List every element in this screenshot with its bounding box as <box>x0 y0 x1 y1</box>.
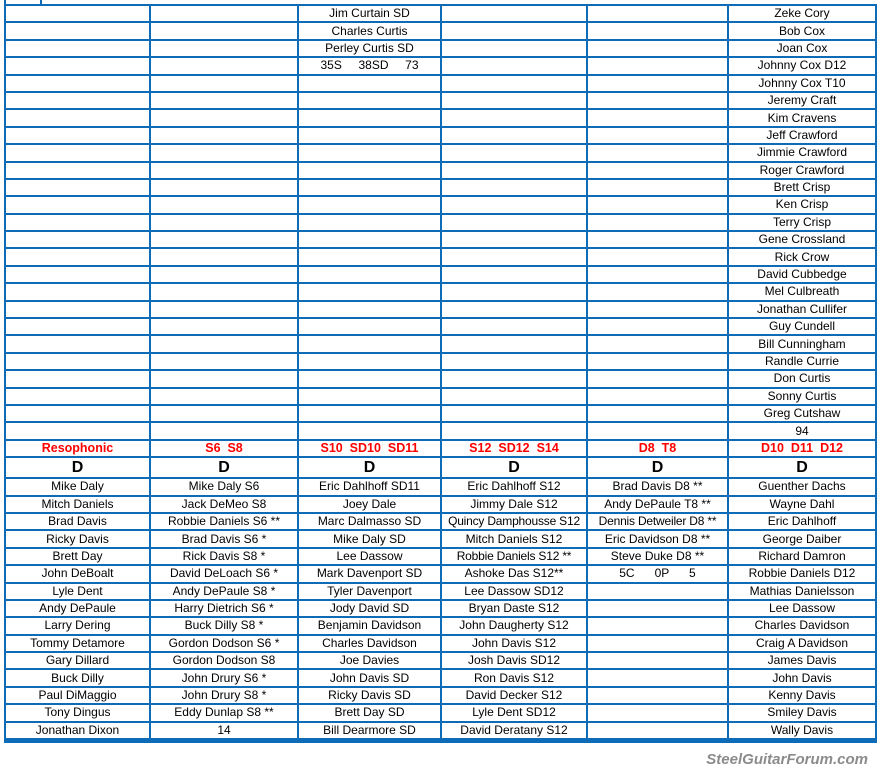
table-cell <box>441 283 587 300</box>
table-cell <box>441 162 587 179</box>
table-cell <box>441 231 587 248</box>
table-cell: Ken Crisp <box>728 196 876 213</box>
table-cell <box>150 162 298 179</box>
table-row <box>5 179 876 196</box>
table-cell <box>150 40 298 57</box>
table-cell <box>150 248 298 265</box>
table-cell: David Deratany S12 <box>441 722 587 741</box>
table-row <box>5 75 876 92</box>
table-cell: Rick Crow <box>728 248 876 265</box>
table-cell <box>587 635 728 652</box>
table-cell <box>441 144 587 161</box>
table-row <box>5 109 876 126</box>
table-cell <box>5 370 150 387</box>
table-cell: Andy DePaule <box>5 600 150 617</box>
table-cell <box>587 144 728 161</box>
table-cell <box>150 5 298 22</box>
table-cell: Benjamin Davidson <box>298 617 441 634</box>
table-cell <box>441 196 587 213</box>
table-cell <box>587 405 728 422</box>
table-cell <box>441 266 587 283</box>
table-cell <box>587 127 728 144</box>
table-cell: D <box>587 457 728 478</box>
table-row <box>5 214 876 231</box>
table-cell: Mathias Danielsson <box>728 583 876 600</box>
table-cell: Don Curtis <box>728 370 876 387</box>
table-cell: Ricky Davis SD <box>298 687 441 704</box>
table-cell <box>587 704 728 721</box>
table-cell <box>441 92 587 109</box>
table-cell <box>5 92 150 109</box>
table-row <box>5 548 876 565</box>
table-cell <box>5 353 150 370</box>
table-cell: Marc Dalmasso SD <box>298 513 441 530</box>
table-cell <box>298 318 441 335</box>
table-cell: D <box>5 457 150 478</box>
table-cell: Charles Davidson <box>728 617 876 634</box>
table-cell <box>150 144 298 161</box>
table-cell: Smiley Davis <box>728 704 876 721</box>
table-cell: Ashoke Das S12** <box>441 565 587 582</box>
table-cell: Guenther Dachs <box>728 478 876 495</box>
table-cell: Eric Dahlhoff <box>728 513 876 530</box>
table-cell <box>150 22 298 39</box>
table-row <box>5 301 876 318</box>
table-cell <box>587 722 728 741</box>
table-cell: D8 T8 <box>587 440 728 457</box>
table-cell <box>5 75 150 92</box>
table-cell <box>441 335 587 352</box>
table-cell <box>587 196 728 213</box>
table-cell: Tyler Davenport <box>298 583 441 600</box>
table-cell: Harry Dietrich S6 * <box>150 600 298 617</box>
table-cell <box>5 405 150 422</box>
table-cell: Wayne Dahl <box>728 496 876 513</box>
table-cell <box>150 318 298 335</box>
table-cell <box>587 266 728 283</box>
table-cell <box>150 301 298 318</box>
table-cell <box>5 40 150 57</box>
table-cell <box>587 5 728 22</box>
table-cell <box>298 301 441 318</box>
table-cell: John Drury S8 * <box>150 687 298 704</box>
table-cell <box>587 214 728 231</box>
table-cell <box>441 353 587 370</box>
table-cell <box>298 231 441 248</box>
table-cell: Robbie Daniels D12 <box>728 565 876 582</box>
table-row <box>5 353 876 370</box>
table-cell <box>5 301 150 318</box>
table-cell: D10 D11 D12 <box>728 440 876 457</box>
table-cell <box>441 318 587 335</box>
table-cell <box>587 687 728 704</box>
table-cell <box>150 422 298 439</box>
table-cell: Robbie Daniels S12 ** <box>441 548 587 565</box>
table-row <box>5 405 876 422</box>
table-cell: Roger Crawford <box>728 162 876 179</box>
table-cell: Tommy Detamore <box>5 635 150 652</box>
table-cell <box>5 109 150 126</box>
table-cell: Mark Davenport SD <box>298 565 441 582</box>
table-cell: Josh Davis SD12 <box>441 652 587 669</box>
table-cell <box>5 335 150 352</box>
table-cell <box>298 335 441 352</box>
table-cell: John Davis <box>728 669 876 686</box>
table-cell <box>441 405 587 422</box>
table-cell: Brett Crisp <box>728 179 876 196</box>
steelguitarforum-watermark: SteelGuitarForum.com <box>706 751 868 768</box>
table-cell <box>587 652 728 669</box>
table-cell <box>5 127 150 144</box>
table-cell: Joe Davies <box>298 652 441 669</box>
table-row <box>5 127 876 144</box>
table-cell <box>150 196 298 213</box>
table-cell <box>587 669 728 686</box>
table-cell <box>441 388 587 405</box>
table-row <box>5 162 876 179</box>
table-cell <box>441 75 587 92</box>
table-cell: Rick Davis S8 * <box>150 548 298 565</box>
table-cell <box>150 179 298 196</box>
table-cell <box>587 600 728 617</box>
table-cell: Dennis Detweiler D8 ** <box>587 513 728 530</box>
table-cell: Gary Dillard <box>5 652 150 669</box>
table-cell: Lyle Dent <box>5 583 150 600</box>
table-cell <box>5 248 150 265</box>
table-cell <box>298 75 441 92</box>
table-cell: 94 <box>728 422 876 439</box>
table-cell <box>298 370 441 387</box>
table-row <box>5 144 876 161</box>
table-cell: Jeff Crawford <box>728 127 876 144</box>
table-cell: Robbie Daniels S6 ** <box>150 513 298 530</box>
table-cell <box>587 583 728 600</box>
table-row <box>5 92 876 109</box>
table-cell: Gene Crossland <box>728 231 876 248</box>
table-cell: Joan Cox <box>728 40 876 57</box>
table-row <box>5 248 876 265</box>
table-cell: Lyle Dent SD12 <box>441 704 587 721</box>
table-cell <box>441 57 587 74</box>
table-cell: Quincy Damphousse S12 <box>441 513 587 530</box>
table-cell: Brett Day SD <box>298 704 441 721</box>
table-cell: John Davis SD <box>298 669 441 686</box>
table-cell: Charles Curtis <box>298 22 441 39</box>
table-cell: Gordon Dodson S8 <box>150 652 298 669</box>
table-cell <box>150 335 298 352</box>
table-cell: Eric Davidson D8 ** <box>587 530 728 547</box>
table-cell <box>298 196 441 213</box>
table-cell: Guy Cundell <box>728 318 876 335</box>
table-cell <box>587 318 728 335</box>
table-cell <box>5 22 150 39</box>
table-row <box>5 722 876 741</box>
table-cell <box>5 283 150 300</box>
table-row <box>5 513 876 530</box>
player-table <box>4 4 877 743</box>
table-row <box>5 652 876 669</box>
table-cell <box>5 214 150 231</box>
table-cell: Joey Dale <box>298 496 441 513</box>
table-cell: Johnny Cox D12 <box>728 57 876 74</box>
table-cell <box>587 422 728 439</box>
table-cell <box>587 248 728 265</box>
table-cell <box>587 301 728 318</box>
table-cell: Mike Daly SD <box>298 530 441 547</box>
table-cell: Jonathan Dixon <box>5 722 150 741</box>
table-cell: Eddy Dunlap S8 ** <box>150 704 298 721</box>
table-row <box>5 283 876 300</box>
table-cell: D <box>298 457 441 478</box>
table-cell: Jeremy Craft <box>728 92 876 109</box>
table-cell: Mel Culbreath <box>728 283 876 300</box>
table-cell: Tony Dingus <box>5 704 150 721</box>
table-cell <box>587 57 728 74</box>
table-cell <box>298 109 441 126</box>
table-cell <box>441 127 587 144</box>
table-row <box>5 583 876 600</box>
table-cell: D <box>728 457 876 478</box>
table-cell: Paul DiMaggio <box>5 687 150 704</box>
table-cell: Bryan Daste S12 <box>441 600 587 617</box>
table-cell <box>441 301 587 318</box>
table-cell: Ron Davis S12 <box>441 669 587 686</box>
table-cell: John Davis S12 <box>441 635 587 652</box>
table-row <box>5 635 876 652</box>
table-row <box>5 40 876 57</box>
table-cell <box>298 92 441 109</box>
table-cell: Andy DePaule S8 * <box>150 583 298 600</box>
table-cell: S10 SD10 SD11 <box>298 440 441 457</box>
table-cell <box>150 388 298 405</box>
table-cell: D <box>441 457 587 478</box>
table-cell: Brad Davis S6 * <box>150 530 298 547</box>
table-cell: Kenny Davis <box>728 687 876 704</box>
table-cell <box>587 22 728 39</box>
table-cell: Lee Dassow <box>298 548 441 565</box>
table-row <box>5 318 876 335</box>
table-cell <box>441 109 587 126</box>
table-cell <box>5 57 150 74</box>
table-cell <box>298 214 441 231</box>
table-cell <box>298 248 441 265</box>
letter-d-row <box>5 457 876 478</box>
table-cell: John Drury S6 * <box>150 669 298 686</box>
table-row <box>5 600 876 617</box>
table-row <box>5 388 876 405</box>
table-row <box>5 335 876 352</box>
table-cell <box>298 353 441 370</box>
table-cell <box>298 422 441 439</box>
table-cell: Jimmy Dale S12 <box>441 496 587 513</box>
table-cell: David Cubbedge <box>728 266 876 283</box>
table-cell: Larry Dering <box>5 617 150 634</box>
table-cell <box>298 179 441 196</box>
table-cell <box>441 179 587 196</box>
table-cell <box>298 266 441 283</box>
table-cell: Eric Dahlhoff SD11 <box>298 478 441 495</box>
table-cell: Charles Davidson <box>298 635 441 652</box>
table-cell <box>150 75 298 92</box>
table-cell <box>150 109 298 126</box>
table-cell <box>150 92 298 109</box>
table-cell <box>441 214 587 231</box>
table-cell <box>441 248 587 265</box>
table-row <box>5 422 876 439</box>
table-cell <box>587 335 728 352</box>
table-cell: Terry Crisp <box>728 214 876 231</box>
table-row <box>5 57 876 74</box>
table-cell: Bob Cox <box>728 22 876 39</box>
table-cell: David Decker S12 <box>441 687 587 704</box>
table-cell <box>5 231 150 248</box>
table-cell <box>150 231 298 248</box>
table-cell: Mitch Daniels S12 <box>441 530 587 547</box>
table-cell: Greg Cutshaw <box>728 405 876 422</box>
table-cell: S6 S8 <box>150 440 298 457</box>
table-cell: James Davis <box>728 652 876 669</box>
table-cell: Buck Dilly S8 * <box>150 617 298 634</box>
table-cell: Zeke Cory <box>728 5 876 22</box>
table-cell <box>441 22 587 39</box>
table-cell <box>5 179 150 196</box>
table-cell: John Daugherty S12 <box>441 617 587 634</box>
table-row <box>5 496 876 513</box>
table-row <box>5 231 876 248</box>
table-cell <box>587 162 728 179</box>
table-cell: 14 <box>150 722 298 741</box>
table-cell: Gordon Dodson S6 * <box>150 635 298 652</box>
table-cell <box>587 231 728 248</box>
table-cell: Jack DeMeo S8 <box>150 496 298 513</box>
table-cell: Richard Damron <box>728 548 876 565</box>
table-cell <box>587 92 728 109</box>
table-cell: Brett Day <box>5 548 150 565</box>
table-cell: George Daiber <box>728 530 876 547</box>
table-cell: Steve Duke D8 ** <box>587 548 728 565</box>
table-cell <box>150 283 298 300</box>
table-row <box>5 478 876 495</box>
table-cell <box>298 283 441 300</box>
table-cell <box>441 5 587 22</box>
table-cell: Kim Cravens <box>728 109 876 126</box>
table-cell: 35S 38SD 73 <box>298 57 441 74</box>
table-cell <box>150 127 298 144</box>
table-cell: S12 SD12 S14 <box>441 440 587 457</box>
table-cell <box>441 422 587 439</box>
table-cell <box>298 405 441 422</box>
table-cell <box>150 57 298 74</box>
table-cell <box>298 388 441 405</box>
table-row <box>5 617 876 634</box>
table-row <box>5 196 876 213</box>
table-cell <box>5 144 150 161</box>
table-row <box>5 565 876 582</box>
table-cell: Sonny Curtis <box>728 388 876 405</box>
table-cell <box>587 179 728 196</box>
table-cell: D <box>150 457 298 478</box>
table-cell: Jody David SD <box>298 600 441 617</box>
table-cell <box>150 214 298 231</box>
table-cell <box>587 353 728 370</box>
table-cell <box>150 405 298 422</box>
table-row <box>5 370 876 387</box>
table-cell: Randle Currie <box>728 353 876 370</box>
table-cell: Resophonic <box>5 440 150 457</box>
table-cell <box>298 144 441 161</box>
table-cell: 5C 0P 5 <box>587 565 728 582</box>
table-row <box>5 5 876 22</box>
table-cell: Mike Daly <box>5 478 150 495</box>
table-cell: David DeLoach S6 * <box>150 565 298 582</box>
table-cell: Eric Dahlhoff S12 <box>441 478 587 495</box>
table-row <box>5 266 876 283</box>
player-table-body <box>5 5 876 741</box>
table-row <box>5 669 876 686</box>
table-cell <box>5 266 150 283</box>
table-cell: Wally Davis <box>728 722 876 741</box>
table-cell: Ricky Davis <box>5 530 150 547</box>
table-cell: Mike Daly S6 <box>150 478 298 495</box>
table-cell <box>587 617 728 634</box>
table-cell: Jimmie Crawford <box>728 144 876 161</box>
table-cell <box>5 388 150 405</box>
table-cell <box>587 370 728 387</box>
table-cell <box>5 422 150 439</box>
table-cell <box>298 127 441 144</box>
table-cell: Lee Dassow <box>728 600 876 617</box>
table-row <box>5 704 876 721</box>
table-cell: Bill Cunningham <box>728 335 876 352</box>
table-cell <box>587 40 728 57</box>
category-header-row <box>5 440 876 457</box>
table-cell <box>150 266 298 283</box>
table-cell <box>587 75 728 92</box>
table-cell <box>298 162 441 179</box>
table-row <box>5 687 876 704</box>
table-cell <box>441 40 587 57</box>
table-cell <box>5 196 150 213</box>
table-cell: Brad Davis D8 ** <box>587 478 728 495</box>
table-cell: Brad Davis <box>5 513 150 530</box>
table-cell: Mitch Daniels <box>5 496 150 513</box>
table-cell: Jonathan Cullifer <box>728 301 876 318</box>
table-cell: Craig A Davidson <box>728 635 876 652</box>
table-cell <box>5 5 150 22</box>
table-cell <box>150 370 298 387</box>
table-cell: Perley Curtis SD <box>298 40 441 57</box>
table-cell: Bill Dearmore SD <box>298 722 441 741</box>
table-row <box>5 530 876 547</box>
table-cell <box>5 162 150 179</box>
table-cell: Buck Dilly <box>5 669 150 686</box>
table-cell: Andy DePaule T8 ** <box>587 496 728 513</box>
table-cell: Jim Curtain SD <box>298 5 441 22</box>
table-cell <box>5 318 150 335</box>
table-cell <box>150 353 298 370</box>
table-cell: Lee Dassow SD12 <box>441 583 587 600</box>
table-cell: Johnny Cox T10 <box>728 75 876 92</box>
table-cell <box>587 283 728 300</box>
table-row <box>5 22 876 39</box>
table-cell <box>587 109 728 126</box>
table-cell: John DeBoalt <box>5 565 150 582</box>
table-cell <box>587 388 728 405</box>
table-cell <box>441 370 587 387</box>
